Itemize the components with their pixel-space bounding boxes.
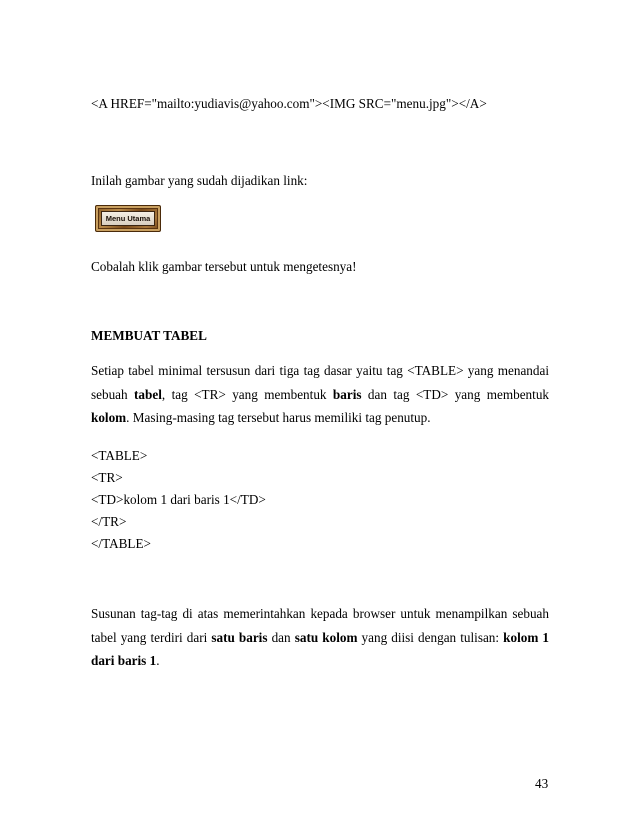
section-heading: MEMBUAT TABEL <box>91 328 207 343</box>
code-line: <TR> <box>91 470 123 485</box>
menu-utama-image-link[interactable] <box>95 205 161 232</box>
code-line: <TD>kolom 1 dari baris 1</TD> <box>91 492 266 507</box>
intro-link-text: Inilah gambar yang sudah dijadikan link: <box>91 173 308 188</box>
page-number: 43 <box>535 776 549 791</box>
code-line: <TABLE> <box>91 448 148 463</box>
menu-utama-label: Menu Utama <box>101 211 156 226</box>
code-line: </TABLE> <box>91 536 151 551</box>
paragraph-table-explanation: Susunan tag-tag di atas memerintahkan kepada browser untuk menampilkan sebuah tabel yang terdiri dari satu baris dan satu kolom yang diisi dengan tulisan: kolom 1 dari baris 1. <box>91 606 550 668</box>
try-click-text: Cobalah klik gambar tersebut untuk mengetesnya! <box>91 259 357 274</box>
code-mailto-line: <A HREF="mailto:yudiavis@yahoo.com"><IMG SRC="menu.jpg"></A> <box>91 96 487 111</box>
paragraph-table-intro: Setiap tabel minimal tersusun dari tiga tag dasar yaitu tag <TABLE> yang menandai sebuah tabel, tag <TR> yang membentuk baris dan tag <TD> yang membentuk kolom. Masing-masing tag tersebut harus memiliki tag penutup. <box>91 363 550 425</box>
code-line: </TR> <box>91 514 127 529</box>
